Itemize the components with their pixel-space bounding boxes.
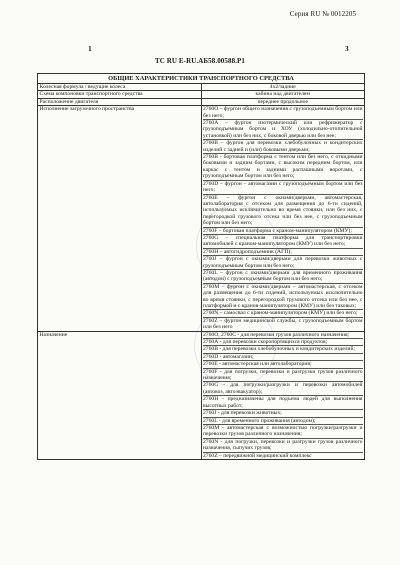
row-value-layout: кабина над двигателем — [201, 91, 365, 98]
execution-line: 2760Z – фургон медицинской службы, с грузоподъемным бортом или без него — [203, 317, 363, 331]
row-label-execution: Исполнение загрузочного пространства — [38, 106, 202, 331]
serial-number: Серия RU № 0012205 — [289, 10, 356, 18]
page-number-left: 1 — [88, 44, 92, 53]
page-number-right: 3 — [345, 44, 349, 53]
execution-list — [201, 106, 365, 331]
execution-line: 2760Н – автогидроподъемник (АГП); — [203, 249, 363, 256]
certificate-number: ТС RU E-RU.АБ58.00588.Р1 — [154, 57, 246, 65]
execution-line: 2760М – фургон с окнами/дверьми – автомастерская, с отсеком для размещения до 6-ти сидений, используемых исключительно во время стоянки, с перегородкой грузового отсека или без нее, с платформой и с кранов-манипулятором (КМУ) или без таковых; — [203, 283, 363, 309]
execution-line: 2760F – бортовая платформа с краном-манипулятором (КМУ); — [203, 228, 363, 235]
purpose-line: 2760N - для погрузки, перевозки и разгрузки грузов различного назначения, сыпучих грузов; — [203, 438, 363, 452]
row-label-purpose: Назначение — [38, 331, 202, 459]
execution-line: 2760В – фургон для перевозки хлебобулочных и кондитерских изделий с задней и (или) боковыми дверьми; — [203, 140, 363, 153]
purpose-line: 2760М - автомастерская с возможностью погрузки/разгрузки и перевозки грузов различного назначения; — [203, 424, 363, 438]
row-value-wheel-formula: 4х2/задние — [201, 84, 365, 91]
purpose-line: 2760Е - автомастерская или автолаборатория; — [203, 361, 363, 368]
execution-line: 2760N – самосвал с краном-манипулятором (КМУ) или без него; — [203, 310, 363, 317]
execution-line: 2760D – фургон – автомагазин с грузоподъемным бортом или без него; — [203, 180, 363, 194]
characteristics-table — [37, 73, 365, 460]
execution-line: 2760В - бортовая платформа с тентом или без него, с откидными боковыми и задним бортами, с высоким передним бортом, или каркас с тентом и задними распашными воротами, с грузоподъемным бортом или без него; — [203, 154, 363, 180]
purpose-line: 2760L - для временного проживания (автодом); — [203, 418, 363, 425]
purpose-line: 2760Z – передвижной медицинский комплекс — [203, 452, 312, 459]
row-label-layout: Схема компоновки транспортного средства — [38, 91, 202, 98]
purpose-list — [201, 331, 365, 459]
execution-line: 2760Е – фургон с окнами/дверьми, автомастерская, автолаборатория с отсеком для размещения до 6-ти сидений, используемых исключительно во время стоянки, или без них, с перегородкой грузового отсека или без нее, с грузоподъемным бортом или без него; — [203, 194, 363, 227]
row-label-wheel-formula: Колесная формула / ведущие колеса — [38, 84, 202, 91]
purpose-line: 2760D - автомагазин; — [203, 354, 363, 361]
row-value-engine: переднее продольное — [201, 98, 365, 105]
table-title: ОБЩИЕ ХАРАКТЕРИСТИКИ ТРАНСПОРТНОГО СРЕДСТВА — [38, 74, 365, 84]
purpose-line: 2760О, 2760С - для перевозки грузов различного назначения; — [203, 332, 363, 339]
execution-line: 2760А – фургон изотермический или рефрижератор с грузоподъемным бортом и ХОУ (холодильно-отопительной установкой) или без них, с боковой дверью или без нее; — [203, 120, 363, 139]
purpose-line: 2760J - для перевозки животных; — [203, 410, 363, 417]
purpose-line: 2760В - для перевозки хлебобулочных и кондитерских изделий; — [203, 346, 363, 353]
purpose-line: 2760G - для погрузки/разгрузки и перевозки автомобилей (автовоз, автоэвакуатор); — [203, 382, 363, 395]
row-label-engine: Расположение двигателя — [38, 98, 202, 105]
execution-line: 2760G – специальная платформа для транспортировки автомобилей с краном-манипулятором (КМУ) или без него; — [203, 234, 363, 248]
purpose-line: 2760F - для погрузки, перевозки и разгрузки грузов различного назначения; — [203, 368, 363, 382]
execution-line: 2760J – фургон с окнами/дверьми для перевозки животных с грузоподъемным бортом или без него; — [203, 256, 363, 269]
execution-line: 2760О – фургон общего назначения с грузоподъемным бортом или без него; — [203, 106, 363, 119]
purpose-line: 2760А - для перевозки скоропортящихся продуктов; — [203, 339, 363, 346]
execution-line: 2760L – фургон с окнами/дверьми для временного проживания (автодом) с грузоподъемным бортом или без него; — [203, 269, 363, 283]
purpose-line: 2760Н - предназначены для подъема людей для выполнения высотных работ; — [203, 396, 363, 409]
